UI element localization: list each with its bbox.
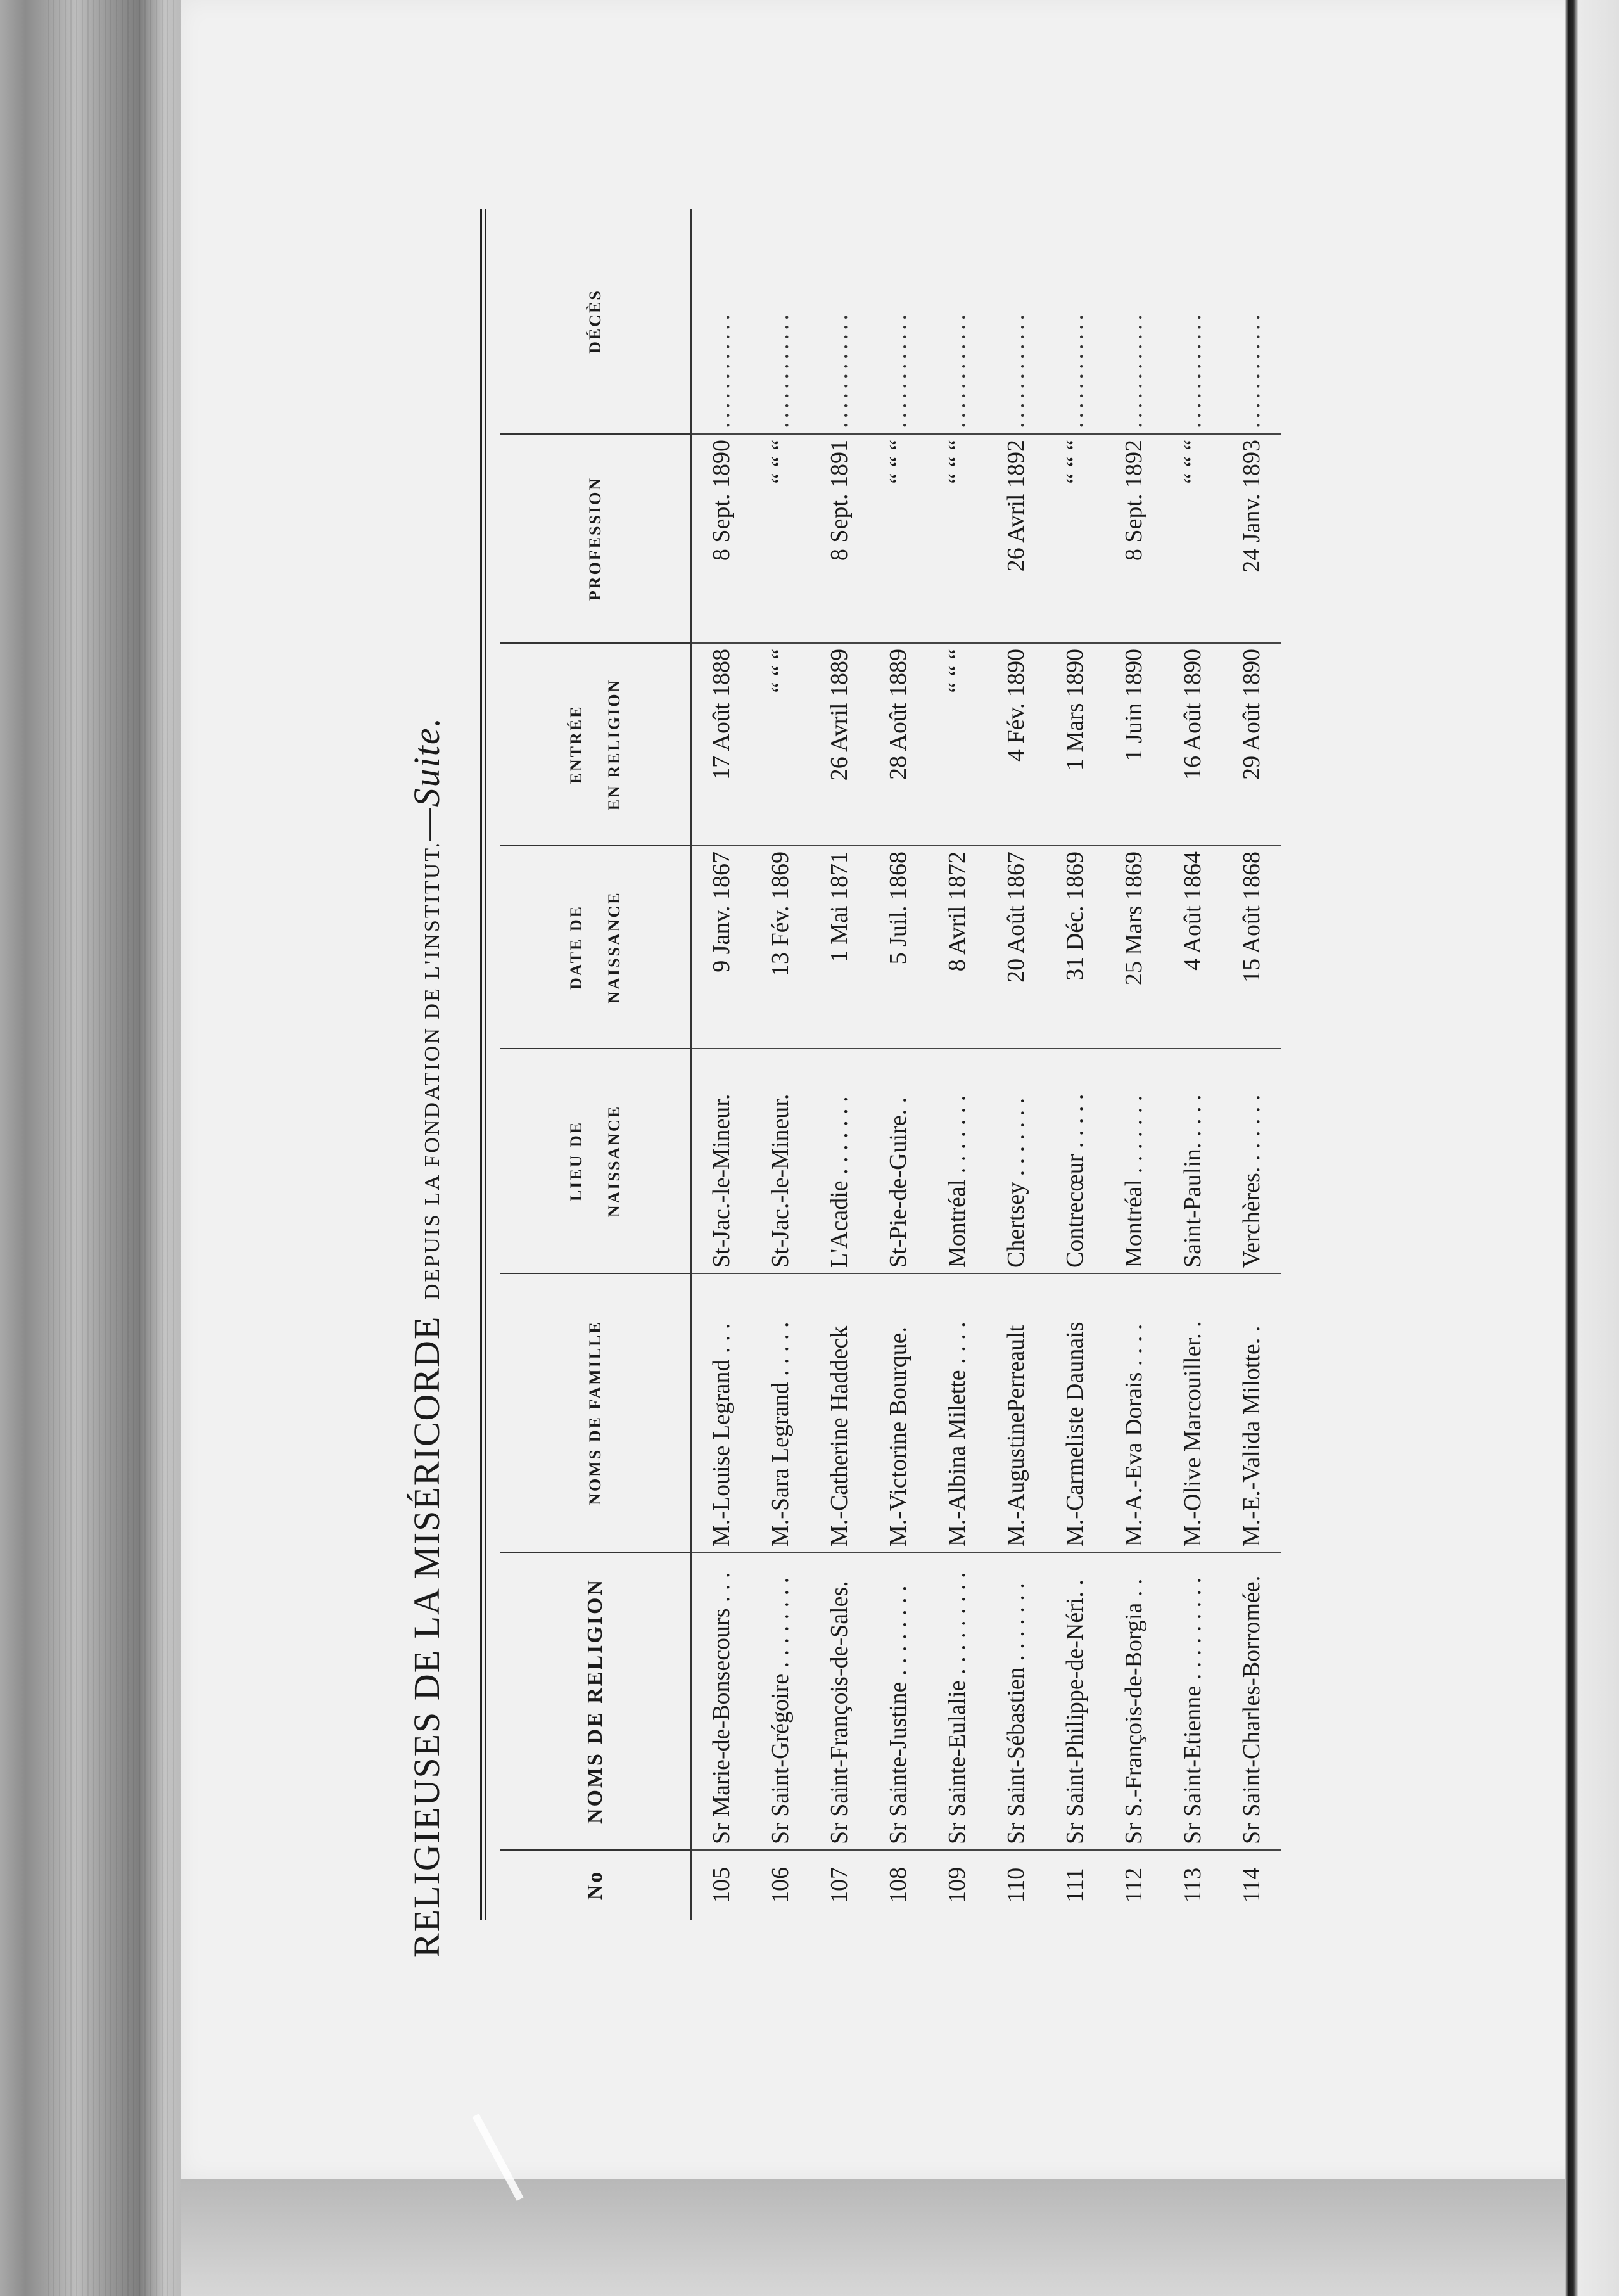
cell-naissance: 4 Août 1864	[1163, 846, 1222, 1049]
cell-deces: ............	[691, 209, 751, 434]
cell-profession: 24 Janv. 1893	[1222, 434, 1281, 643]
cell-naissance: 8 Avril 1872	[927, 846, 986, 1049]
cell-deces: ............	[868, 209, 927, 434]
title-suite: —Suite.	[406, 716, 447, 841]
cell-lieu: Chertsey . . . . . . .	[986, 1049, 1045, 1273]
cell-lieu: Saint-Paulin. . . . .	[1163, 1049, 1222, 1273]
table-row	[691, 209, 751, 1920]
cell-religion: Sr Sainte-Justine . . . . . . . .	[868, 1552, 927, 1850]
header-row	[500, 209, 691, 1920]
cell-no: 110	[1002, 1867, 1029, 1903]
cell-entree: “ “ “	[927, 643, 986, 846]
cell-religion: Sr Saint-Grégoire . . . . . . . .	[751, 1552, 810, 1850]
cell-famille: M.-Albina Milette . . . .	[927, 1273, 986, 1552]
cell-famille: M.-A.-Eva Dorais . . . .	[1104, 1273, 1163, 1552]
cell-entree: 1 Mars 1890	[1045, 643, 1104, 846]
cell-lieu: St-Pie-de-Guire. .	[868, 1049, 927, 1273]
cell-deces: ............	[1222, 209, 1281, 434]
cell-naissance: 20 Août 1867	[986, 846, 1045, 1049]
cell-deces: ............	[1163, 209, 1222, 434]
header-entree: ENTRÉE EN RELIGION	[500, 643, 691, 846]
cell-naissance: 15 Août 1868	[1222, 846, 1281, 1049]
cell-famille: M.-AugustinePerreault	[986, 1273, 1045, 1552]
cell-entree: 4 Fév. 1890	[986, 643, 1045, 846]
cell-entree: 26 Avril 1889	[810, 643, 868, 846]
cell-religion: Sr Saint-Charles-Borromée.	[1222, 1552, 1281, 1850]
cell-profession: “ “ “	[751, 434, 810, 643]
cell-no: 107	[825, 1867, 853, 1903]
title-rule	[480, 209, 482, 1920]
cell-naissance: 9 Janv. 1867	[691, 846, 751, 1049]
cell-famille: M.-Olive Marcouiller. .	[1163, 1273, 1222, 1552]
cell-religion: Sr Saint-Etienne . . . . . . . . .	[1163, 1552, 1222, 1850]
cell-entree: 1 Juin 1890	[1104, 643, 1163, 846]
header-date: DATE DE NAISSANCE	[500, 846, 691, 1049]
table-row	[1163, 209, 1222, 1920]
cell-entree: 28 Août 1889	[868, 643, 927, 846]
cell-profession: 26 Avril 1892	[986, 434, 1045, 643]
table-row	[1104, 209, 1163, 1920]
header-deces: DÉCÈS	[500, 209, 691, 434]
cell-lieu: Montréal . . . . . . .	[1104, 1049, 1163, 1273]
cell-famille: M.-Louise Legrand . . .	[691, 1273, 751, 1552]
cell-no: 105	[708, 1867, 735, 1903]
cell-entree: 29 Août 1890	[1222, 643, 1281, 846]
header-no: No	[500, 1850, 691, 1920]
cell-deces: ............	[751, 209, 810, 434]
header-nom-religion: NOMS DE RELIGION	[500, 1552, 691, 1850]
cell-profession: “ “ “	[1163, 434, 1222, 643]
page-bottom-margin	[181, 2179, 1587, 2296]
cell-famille: M.-Victorine Bourque.	[868, 1273, 927, 1552]
cell-famille: M.-Catherine Haddeck	[810, 1273, 868, 1552]
cell-religion: Sr Saint-Philippe-de-Néri. .	[1045, 1552, 1104, 1850]
table-row	[868, 209, 927, 1920]
register-table	[500, 209, 1281, 1920]
cell-no: 114	[1238, 1867, 1265, 1903]
cell-religion: Sr Saint-Sébastien . . . . . . .	[986, 1552, 1045, 1850]
cell-deces: ............	[810, 209, 868, 434]
title-main: RELIGIEUSES DE LA MISÉRICORDE	[406, 1315, 447, 1958]
header-lieu: LIEU DE NAISSANCE	[500, 1049, 691, 1273]
cell-naissance: 5 Juil. 1868	[868, 846, 927, 1049]
cell-lieu: St-Jac.-le-Mineur.	[751, 1049, 810, 1273]
cell-no: 112	[1120, 1867, 1147, 1903]
cell-profession: “ “ “	[927, 434, 986, 643]
title-rule-thin	[485, 209, 486, 1920]
header-profession: PROFESSION	[500, 434, 691, 643]
cell-lieu: Verchères. . . . . . .	[1222, 1049, 1281, 1273]
cell-no: 113	[1179, 1867, 1206, 1903]
cell-famille: M.-E.-Valida Milotte. .	[1222, 1273, 1281, 1552]
cell-religion: Sr Sainte-Eulalie . . . . . . . . .	[927, 1552, 986, 1850]
table-row	[1222, 209, 1281, 1920]
cell-entree: “ “ “	[751, 643, 810, 846]
cell-profession: 8 Sept. 1890	[691, 434, 751, 643]
cell-religion: Sr Marie-de-Bonsecours . . .	[691, 1552, 751, 1850]
cell-famille: M.-Sara Legrand . . . . .	[751, 1273, 810, 1552]
cell-entree: 16 Août 1890	[1163, 643, 1222, 846]
cell-naissance: 1 Mai 1871	[810, 846, 868, 1049]
cell-deces: ............	[927, 209, 986, 434]
cell-no: 108	[884, 1867, 911, 1903]
cell-famille: M.-Carmeliste Daunais	[1045, 1273, 1104, 1552]
cell-religion: Sr S.-François-de-Borgia . .	[1104, 1552, 1163, 1850]
cell-deces: ............	[1104, 209, 1163, 434]
cell-lieu: St-Jac.-le-Mineur.	[691, 1049, 751, 1273]
cell-profession: 8 Sept. 1891	[810, 434, 868, 643]
table-row	[1045, 209, 1104, 1920]
table-row	[751, 209, 810, 1920]
page-edges	[48, 0, 174, 2296]
cell-deces: ............	[1045, 209, 1104, 434]
cell-naissance: 25 Mars 1869	[1104, 846, 1163, 1049]
cell-religion: Sr Saint-François-de-Sales.	[810, 1552, 868, 1850]
table-row	[986, 209, 1045, 1920]
rotated-register	[405, 184, 1387, 1958]
header-nom-famille: NOMS DE FAMILLE	[500, 1273, 691, 1552]
table-row	[810, 209, 868, 1920]
cell-entree: 17 Août 1888	[691, 643, 751, 846]
cell-lieu: L'Acadie . . . . . . .	[810, 1049, 868, 1273]
title-sub: DEPUIS LA FONDATION DE L'INSTITUT.	[421, 840, 444, 1300]
cell-profession: “ “ “	[1045, 434, 1104, 643]
cell-naissance: 13 Fév. 1869	[751, 846, 810, 1049]
page-title	[405, 184, 475, 1958]
cell-naissance: 31 Déc. 1869	[1045, 846, 1104, 1049]
cell-profession: “ “ “	[868, 434, 927, 643]
cell-no: 109	[943, 1867, 970, 1903]
cell-no: 106	[766, 1867, 794, 1903]
cell-profession: 8 Sept. 1892	[1104, 434, 1163, 643]
cell-deces: ............	[986, 209, 1045, 434]
facing-page-edge	[1565, 0, 1619, 2296]
cell-lieu: Montréal . . . . . . .	[927, 1049, 986, 1273]
cell-no: 111	[1061, 1868, 1088, 1903]
table-row	[927, 209, 986, 1920]
cell-lieu: Contrecœur . . . . .	[1045, 1049, 1104, 1273]
